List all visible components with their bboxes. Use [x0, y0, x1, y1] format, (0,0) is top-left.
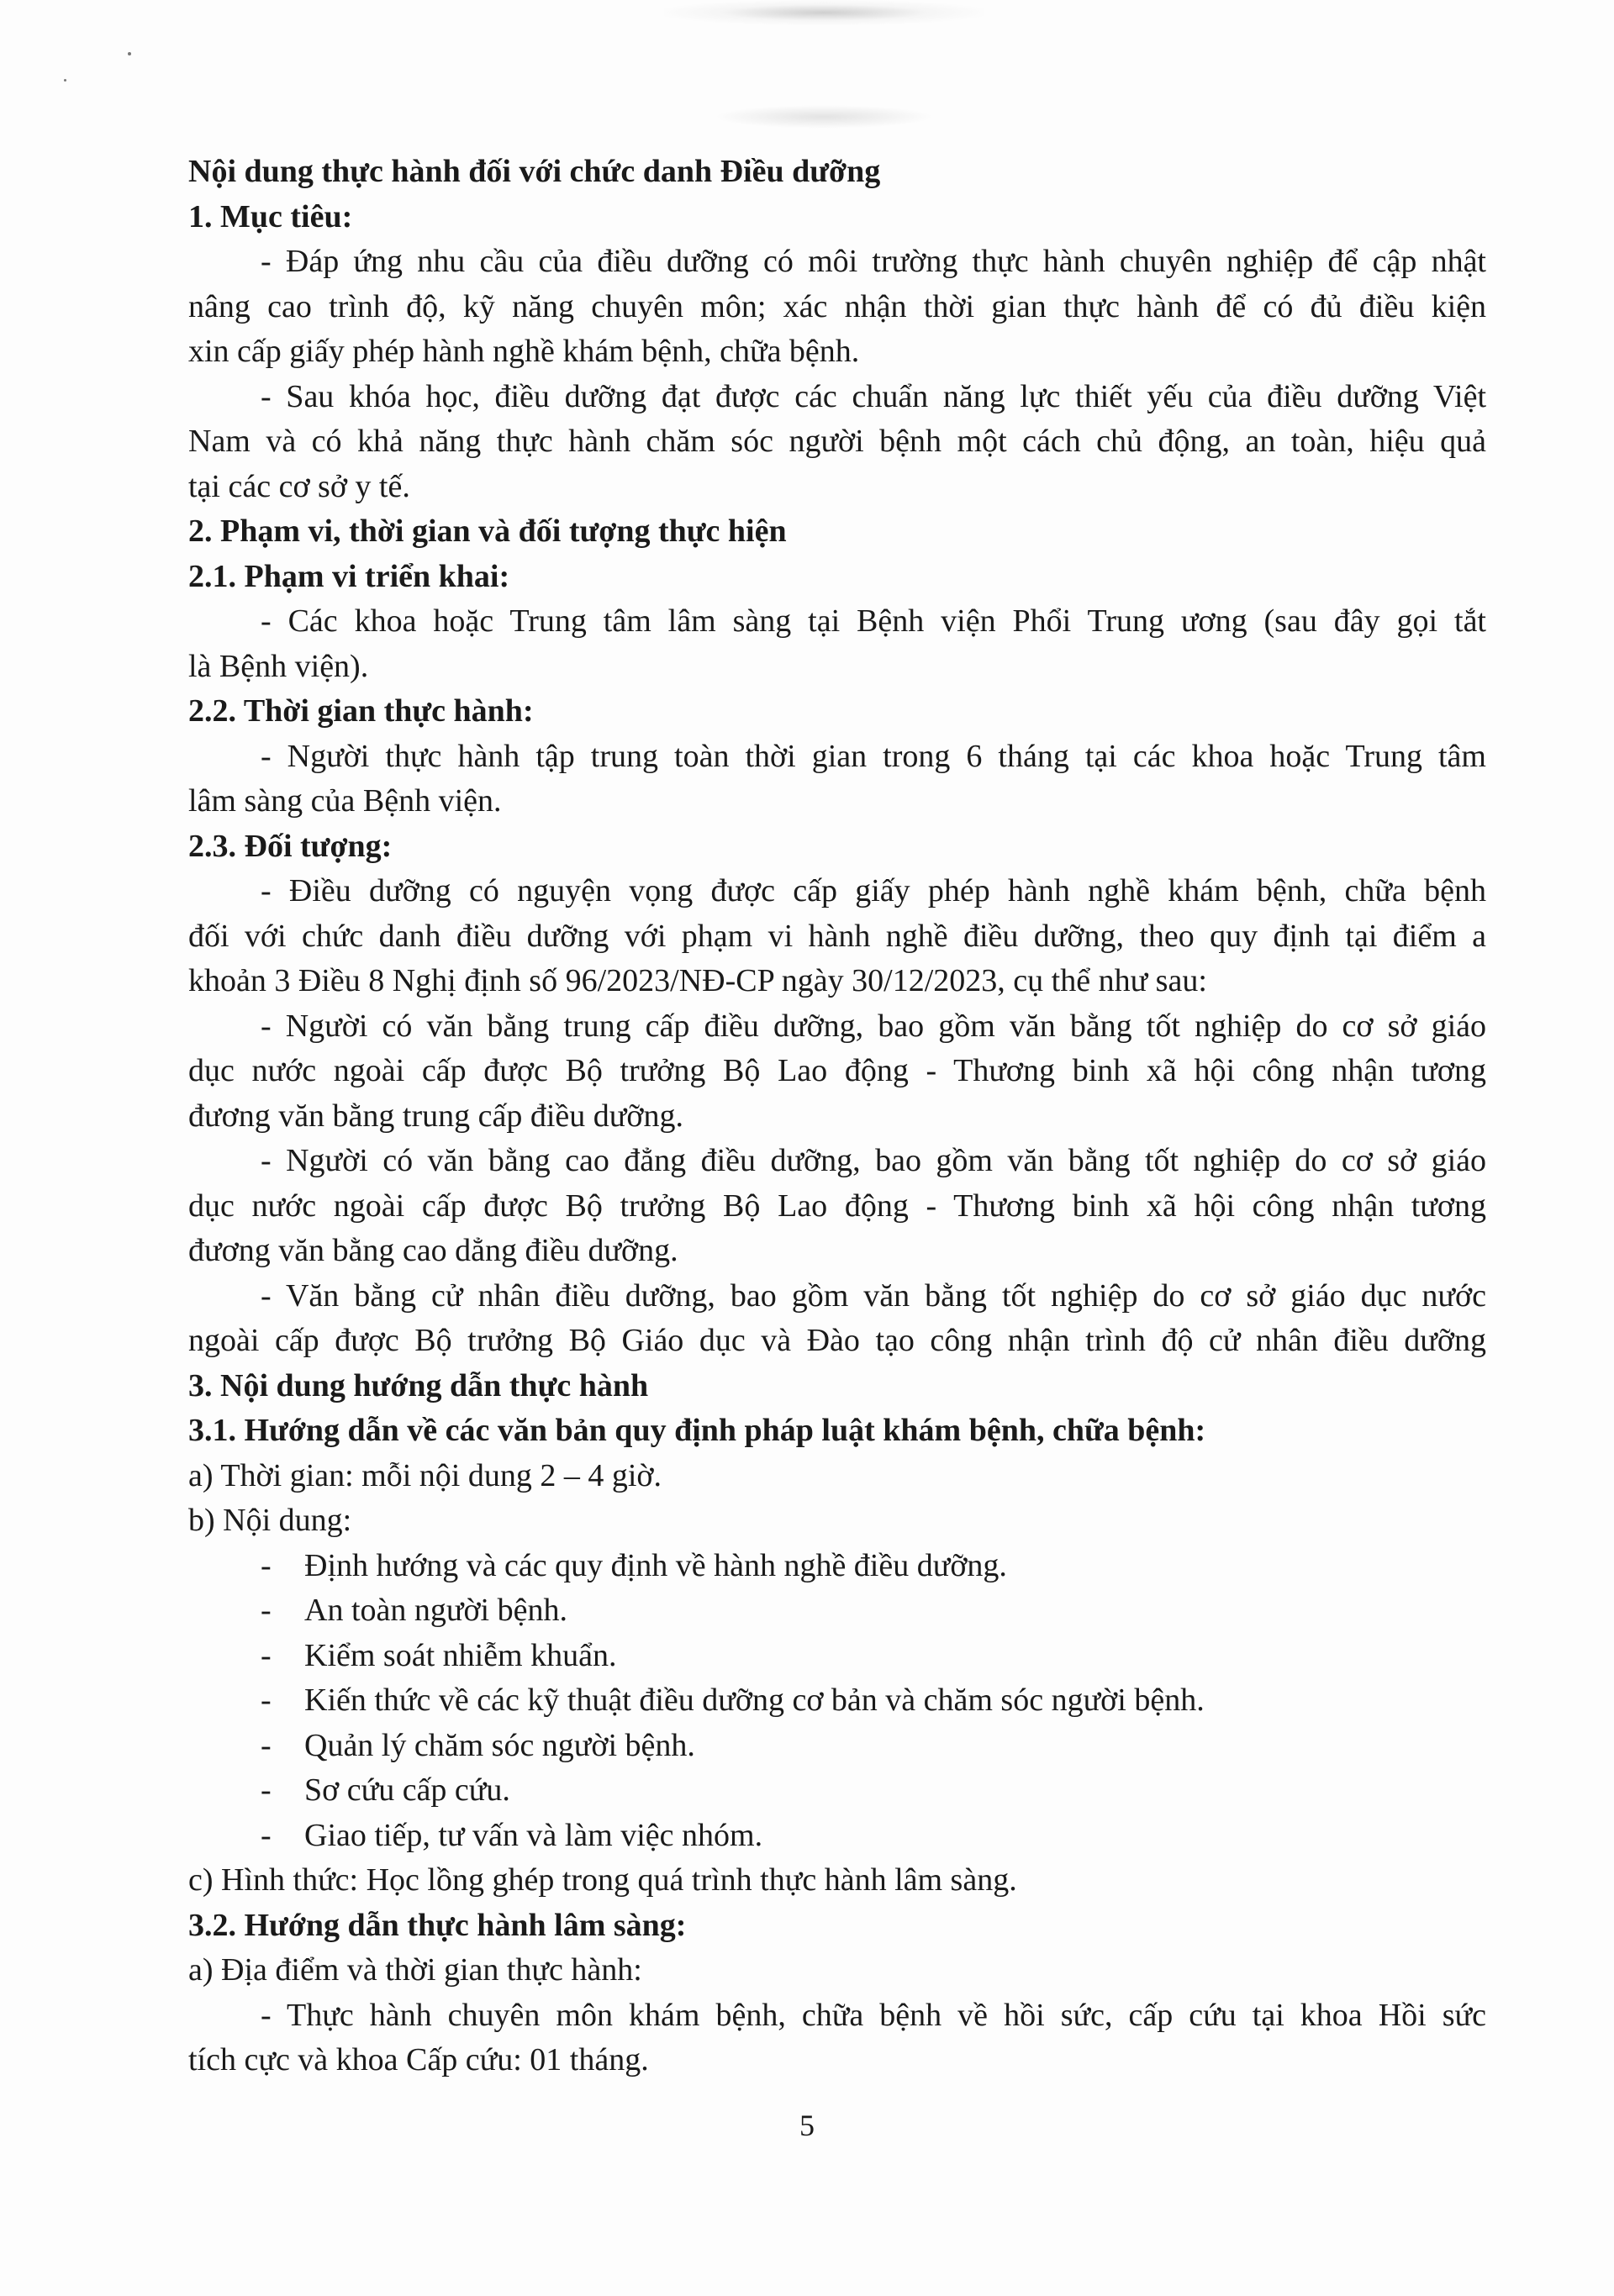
list-item-text: Định hướng và các quy định về hành nghề điều dưỡng. [304, 1547, 1007, 1583]
paragraph-line: - Đáp ứng nhu cầu của điều dưỡng có môi trường thực hành chuyên nghiệp để cập nhật [261, 244, 1486, 279]
paragraph-line: - Sau khóa học, điều dưỡng đạt được các chuẩn năng lực thiết yếu của điều dưỡng Việt [261, 378, 1486, 414]
list-item-text: Giao tiếp, tư vấn và làm việc nhóm. [304, 1817, 763, 1853]
bullet-dash: - [261, 1637, 272, 1673]
paragraph-line: - Điều dưỡng có nguyện vọng được cấp giấy phép hành nghề khám bệnh, chữa bệnh [261, 873, 1486, 908]
section-heading: 1. Mục tiêu: [188, 198, 353, 234]
list-item [188, 1544, 1486, 1589]
paragraph-line: tích cực và khoa Cấp cứu: 01 tháng. [188, 2042, 649, 2077]
section-heading: 3. Nội dung hướng dẫn thực hành [188, 1367, 649, 1403]
scan-artifact [128, 52, 131, 55]
paragraph-line: đương văn bằng trung cấp điều dưỡng. [188, 1098, 683, 1134]
bullet-dash: - [261, 1772, 272, 1808]
paragraph-line: xin cấp giấy phép hành nghề khám bệnh, chữa bệnh. [188, 334, 860, 369]
list-item-text: Sơ cứu cấp cứu. [304, 1772, 510, 1808]
bullet-dash: - [261, 1547, 272, 1583]
list-item [188, 1634, 1486, 1679]
paragraph-line: a) Thời gian: mỗi nội dung 2 – 4 giờ. [188, 1457, 662, 1493]
subsection-heading: 2.3. Đối tượng: [188, 828, 393, 864]
bullet-dash: - [261, 1593, 272, 1628]
paragraph-line: a) Địa điểm và thời gian thực hành: [188, 1952, 642, 1988]
document-body [188, 150, 1486, 2083]
list-item-text: Kiến thức về các kỹ thuật điều dưỡng cơ bản và chăm sóc người bệnh. [304, 1683, 1205, 1718]
paragraph-line: - Người thực hành tập trung toàn thời gian trong 6 tháng tại các khoa hoặc Trung tâm [261, 738, 1486, 774]
paragraph-line: dục nước ngoài cấp được Bộ trưởng Bộ Lao động - Thương binh xã hội công nhận tương [188, 1187, 1486, 1224]
paragraph-line: tại các cơ sở y tế. [188, 468, 410, 504]
paragraph-line: lâm sàng của Bệnh viện. [188, 783, 502, 819]
document-title: Nội dung thực hành đối với chức danh Điều dưỡng [188, 154, 881, 189]
paragraph-line: - Các khoa hoặc Trung tâm lâm sàng tại Bệnh viện Phổi Trung ương (sau đây gọi tắt [261, 603, 1486, 639]
subsection-heading: 2.1. Phạm vi triển khai: [188, 558, 510, 594]
paragraph-line: khoản 3 Điều 8 Nghị định số 96/2023/NĐ-CP ngày 30/12/2023, cụ thể như sau: [188, 963, 1207, 998]
list-item [188, 1814, 1486, 1859]
paragraph-line: dục nước ngoài cấp được Bộ trưởng Bộ Lao động - Thương binh xã hội công nhận tương [188, 1053, 1486, 1088]
bullet-dash: - [261, 1683, 272, 1718]
list-item [188, 1588, 1486, 1634]
list-item-text: An toàn người bệnh. [304, 1593, 567, 1628]
list-item-text: Kiểm soát nhiễm khuẩn. [304, 1637, 617, 1673]
paragraph-line: đối với chức danh điều dưỡng với phạm vi hành nghề điều dưỡng, theo quy định tại điểm a [188, 918, 1486, 954]
paragraph-line: nâng cao trình độ, kỹ năng chuyên môn; xác nhận thời gian thực hành để có đủ điều kiện [188, 288, 1486, 324]
bullet-dash: - [261, 1727, 272, 1763]
list-item [188, 1678, 1486, 1724]
scan-artifact [715, 105, 933, 129]
paragraph-line: Nam và có khả năng thực hành chăm sóc người bệnh một cách chủ động, an toàn, hiệu quả [188, 424, 1486, 459]
paragraph-line: ngoài cấp được Bộ trưởng Bộ Giáo dục và Đào tạo công nhận trình độ cử nhân điều dưỡng [188, 1323, 1486, 1358]
paragraph-line: - Người có văn bằng trung cấp điều dưỡng, bao gồm văn bằng tốt nghiệp do cơ sở giáo [261, 1008, 1486, 1044]
paragraph-line: - Văn bằng cử nhân điều dưỡng, bao gồm văn bằng tốt nghiệp do cơ sở giáo dục nước [261, 1277, 1486, 1314]
subsection-heading: 2.2. Thời gian thực hành: [188, 693, 534, 729]
page-number: 5 [799, 2109, 815, 2142]
subsection-heading: 3.1. Hướng dẫn về các văn bản quy định pháp luật khám bệnh, chữa bệnh: [188, 1413, 1206, 1448]
bullet-dash: - [261, 1817, 272, 1853]
paragraph-line: - Thực hành chuyên môn khám bệnh, chữa bệnh về hồi sức, cấp cứu tại khoa Hồi sức [261, 1997, 1486, 2033]
list-item [188, 1768, 1486, 1814]
paragraph-line: c) Hình thức: Học lồng ghép trong quá trình thực hành lâm sàng. [188, 1862, 1017, 1898]
paragraph-line: - Người có văn bằng cao đẳng điều dưỡng, bao gồm văn bằng tốt nghiệp do cơ sở giáo [261, 1143, 1486, 1178]
paragraph-line: b) Nội dung: [188, 1503, 352, 1538]
scan-artifact [664, 0, 984, 25]
list-item [188, 1724, 1486, 1769]
list-item-text: Quản lý chăm sóc người bệnh. [304, 1727, 695, 1763]
paragraph-line: là Bệnh viện). [188, 648, 369, 684]
subsection-heading: 3.2. Hướng dẫn thực hành lâm sàng: [188, 1907, 687, 1943]
paragraph-line: đương văn bằng cao dẳng điều dưỡng. [188, 1233, 678, 1268]
scan-artifact [64, 79, 66, 82]
section-heading: 2. Phạm vi, thời gian và đối tượng thực hiện [188, 513, 787, 549]
